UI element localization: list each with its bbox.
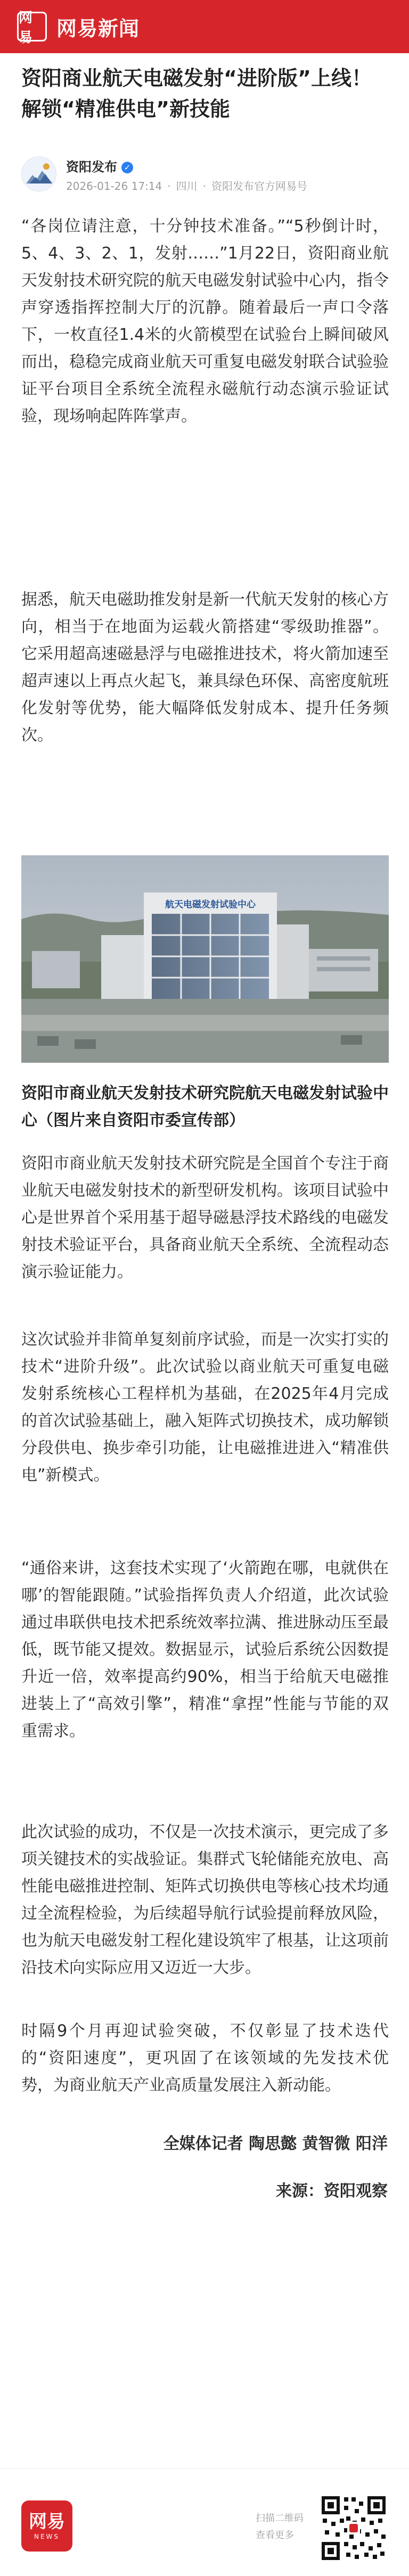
author-name-text: 资阳发布 xyxy=(66,160,117,174)
verified-check-icon: ✓ xyxy=(121,162,133,173)
article-photo[interactable] xyxy=(21,855,389,1063)
qr-code-icon[interactable] xyxy=(320,2494,388,2562)
article-paragraph: 资阳市商业航天发射技术研究院是全国首个专注于商业航天电磁发射技术的新型研发机构。该项目试验中心是世界首个采用基于超导磁悬浮技术路线的电磁发射技术验证平台，具备商业航天全系统、全流程动态演示验证能力。 xyxy=(21,1154,389,1281)
article-byline: 全媒体记者 陶思懿 黄智微 阳洋 xyxy=(163,2135,388,2153)
building-sign: 航天电磁发射试验中心 xyxy=(165,899,256,910)
page-footer xyxy=(0,2468,409,2576)
qr-hint xyxy=(256,2510,304,2544)
publish-region: 四川 xyxy=(176,180,198,193)
author-row xyxy=(21,154,389,198)
netease-news-logo[interactable] xyxy=(21,2500,72,2552)
article-paragraph: 据悉，航天电磁助推发射是新一代航天发射的核心方向，相当于在地面为运载火箭搭建“零级助推器”。它采用超高速磁悬浮与电磁推进技术，将火箭加速至超声速以上再点火起飞，兼具绿色环保、高密度航班化发射等优势，能大幅降低发射成本、提升任务频次。 xyxy=(21,590,389,745)
author-avatar[interactable] xyxy=(21,156,56,191)
netease-logo[interactable]: 网易 xyxy=(17,12,47,41)
article-paragraph: 时隔9个月再迎试验突破，不仅彰显了技术迭代的“资阳速度”，更巩固了在该领域的先发技术优势，为商业航天产业高质量发展注入新动能。 xyxy=(21,2022,389,2095)
photo-caption: 资阳市商业航天发射技术研究院航天电磁发射试验中心（图片来自资阳市委宣传部） xyxy=(21,1084,389,1130)
article-paragraph: 这次试验并非简单复刻前序试验，而是一次实打实的技术“进阶升级”。此次试验以商业航天可重复电磁发射系统核心工程样机为基础，在2025年4月完成的首次试验基础上，融入矩阵式切换技术，成功解锁分段供电、换步牵引功能，让电磁推进进入“精准供电”新模式。 xyxy=(21,1330,389,1485)
brand-title: 网易新闻 xyxy=(56,16,140,40)
article-paragraph: “各岗位请注意，十分钟技术准备。”“5秒倒计时，5、4、3、2、1，发射……”1月22日，资阳商业航天发射技术研究院的航天电磁发射试验中心内，指令声穿透指挥控制大厅的沉静。随着最后一声口令落下，一枚直径1.4米的火箭模型在试验台上瞬间破风而出，稳稳完成商业航天可重复电磁发射联合试验验证平台项目全系统全流程永磁航行动态演示验证试验，现场响起阵阵掌声。 xyxy=(21,217,389,426)
qr-hint-line: 查看更多 xyxy=(256,2530,294,2541)
article-source: 来源：资阳观察 xyxy=(276,2182,388,2200)
qr-hint-line: 扫描二维码 xyxy=(256,2513,304,2524)
app-header xyxy=(0,0,409,53)
author-name[interactable] xyxy=(66,156,133,175)
footer-logo-en: NEWS xyxy=(34,2533,60,2540)
article-paragraph: “通俗来讲，这套技术实现了‘火箭跑在哪，电就供在哪’的智能跟随。”试验指挥负责人介绍道，此次试验通过串联供电技术把系统效率拉满、推进脉动压至最低，既节能又提效。数据显示，试验后系统公因数提升近一倍，效率提高约90%，相当于给航天电磁推进装上了“高效引擎”，精准“拿捏”性能与节能的双重需求。 xyxy=(21,1559,389,1740)
article-headline: 资阳商业航天电磁发射“进阶版”上线！解锁“精准供电”新技能 xyxy=(21,66,372,121)
author-meta: 2026-01-26 17:14 · 四川 · 资阳发布官方网易号 xyxy=(66,180,307,193)
footer-logo-cn: 网易 xyxy=(29,2511,65,2532)
account-label: 资阳发布官方网易号 xyxy=(211,180,307,193)
article-paragraph: 此次试验的成功，不仅是一次技术演示，更完成了多项关键技术的实战验证。集群式飞轮储能充放电、高性能电磁推进控制、矩阵式切换供电等核心技术均通过全流程检验，为后续超导航行试验提前释放风险，也为航天电磁发射工程化建设筑牢了根基，让这项前沿技术向实际应用又迈近一大步。 xyxy=(21,1823,389,1977)
publish-date: 2026-01-26 17:14 xyxy=(66,180,162,193)
